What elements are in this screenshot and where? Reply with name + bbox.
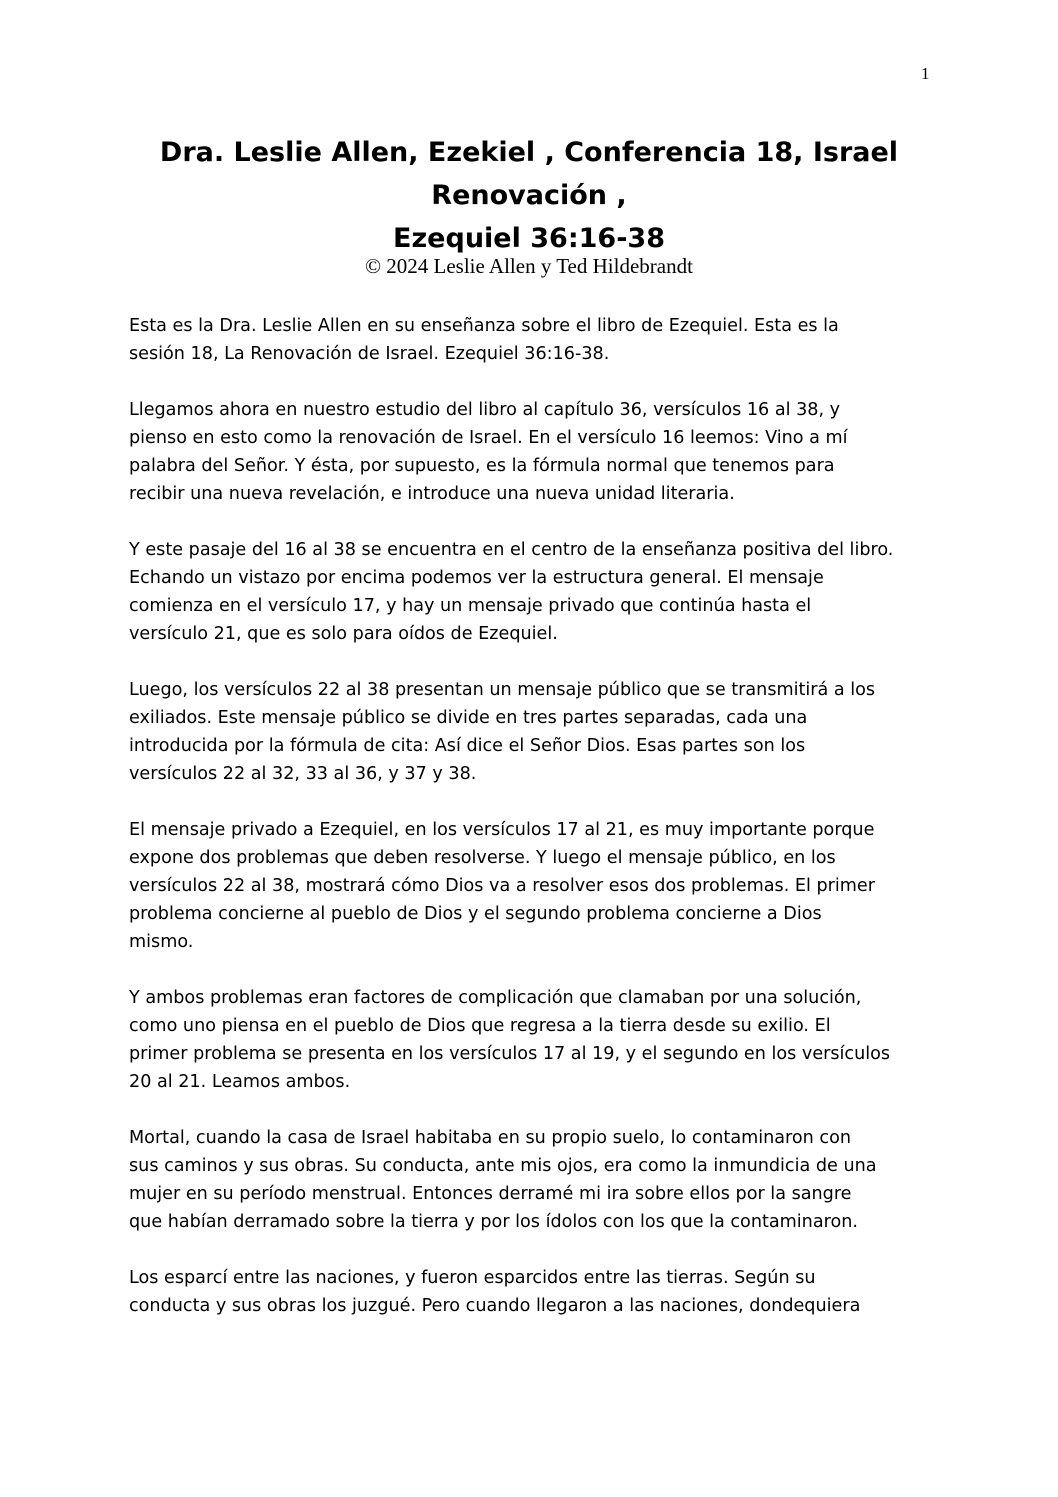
paragraph <box>129 816 919 956</box>
text-line: Llegamos ahora en nuestro estudio del libro al capítulo 36, versículos 16 al 38, y <box>129 400 841 420</box>
title-line: Dra. Leslie Allen, Ezekiel , Conferencia 18, Israel <box>159 137 899 168</box>
text-line: comienza en el versículo 17, y hay un mensaje privado que continúa hasta el <box>129 596 812 616</box>
text-line: expone dos problemas que deben resolverse. Y luego el mensaje público, en los <box>129 848 836 868</box>
text-line: Echando un vistazo por encima podemos ver la estructura general. El mensaje <box>129 568 824 588</box>
text-line: exiliados. Este mensaje público se divide en tres partes separadas, cada una <box>129 708 808 728</box>
text-line: 20 al 21. Leamos ambos. <box>129 1072 351 1092</box>
text-line: sus caminos y sus obras. Su conducta, ante mis ojos, era como la inmundicia de una <box>129 1156 877 1176</box>
text-line: palabra del Señor. Y ésta, por supuesto, es la fórmula normal que tenemos para <box>129 456 835 476</box>
text-line: sesión 18, La Renovación de Israel. Ezequiel 36:16-38. <box>129 344 610 364</box>
document-title <box>100 131 958 278</box>
paragraph <box>129 1124 919 1236</box>
text-line: El mensaje privado a Ezequiel, en los versículos 17 al 21, es muy importante porque <box>129 820 875 840</box>
text-line: versículos 22 al 38, mostrará cómo Dios va a resolver esos dos problemas. El primer <box>129 876 875 896</box>
text-line: Mortal, cuando la casa de Israel habitaba en su propio suelo, lo contaminaron con <box>129 1128 851 1148</box>
page-number: 1 <box>921 64 930 83</box>
text-line: conducta y sus obras los juzgué. Pero cuando llegaron a las naciones, dondequiera <box>129 1296 861 1316</box>
paragraph <box>129 984 919 1096</box>
text-line: Los esparcí entre las naciones, y fueron esparcidos entre las tierras. Según su <box>129 1268 816 1288</box>
paragraph <box>129 396 919 508</box>
text-line: mujer en su período menstrual. Entonces derramé mi ira sobre ellos por la sangre <box>129 1184 852 1204</box>
paragraph <box>129 536 919 648</box>
text-line: que habían derramado sobre la tierra y por los ídolos con los que la contaminaron. <box>129 1212 858 1232</box>
text-line: versículos 22 al 32, 33 al 36, y 37 y 38. <box>129 764 477 784</box>
text-line: Y este pasaje del 16 al 38 se encuentra en el centro de la enseñanza positiva del libro. <box>129 540 894 560</box>
text-line: problema concierne al pueblo de Dios y el segundo problema concierne a Dios <box>129 904 822 924</box>
text-line: Luego, los versículos 22 al 38 presentan un mensaje público que se transmitirá a los <box>129 680 876 700</box>
title-line: Ezequiel 36:16-38 <box>393 223 665 254</box>
text-line: como uno piensa en el pueblo de Dios que regresa a la tierra desde su exilio. El <box>129 1016 831 1036</box>
paragraph <box>129 1264 919 1320</box>
text-line: Y ambos problemas eran factores de complicación que clamaban por una solución, <box>129 988 862 1008</box>
text-line: introducida por la fórmula de cita: Así dice el Señor Dios. Esas partes son los <box>129 736 806 756</box>
text-line: recibir una nueva revelación, e introduce una nueva unidad literaria. <box>129 484 735 504</box>
paragraph <box>129 312 919 368</box>
copyright-notice: © 2024 Leslie Allen y Ted Hildebrandt <box>365 254 693 278</box>
text-line: primer problema se presenta en los versículos 17 al 19, y el segundo en los versículos <box>129 1044 891 1064</box>
text-line: versículo 21, que es solo para oídos de Ezequiel. <box>129 624 558 644</box>
text-line: pienso en esto como la renovación de Israel. En el versículo 16 leemos: Vino a mí <box>129 428 848 448</box>
text-line: Esta es la Dra. Leslie Allen en su enseñanza sobre el libro de Ezequiel. Esta es la <box>129 316 839 336</box>
text-line: mismo. <box>129 932 194 952</box>
paragraph <box>129 676 919 788</box>
body-text <box>129 312 919 1348</box>
title-line: Renovación , <box>431 180 627 211</box>
